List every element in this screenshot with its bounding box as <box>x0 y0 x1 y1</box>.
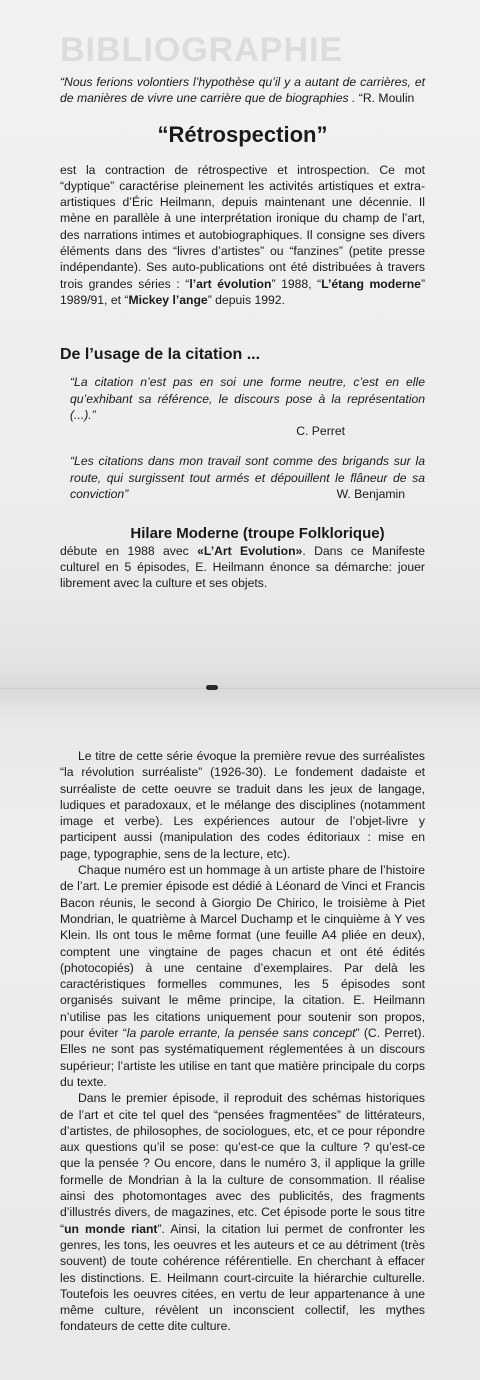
series-art-evolution-title: «L’Art Evolution» <box>197 543 303 558</box>
retrospection-paragraph <box>60 162 425 309</box>
retro-text-1: est la contraction de rétrospective et introspection. Ce mot “dyptique” caractérise pleinement les activités artistiques et extra-artistiques d’Éric Heilmann, depuis maintenant une décennie. Il mène en parallèle à une interprétation ironique du champ de l’art, des narrations intimes et autobiographiques. Il consigne ses divers éléments dans des “livres d’artistes” ou “fanzines” (petite presse indépendante). Ses auto-publications ont été distribuées à travers trois grandes séries : “ <box>60 162 425 291</box>
fold-line <box>0 688 480 689</box>
first-episode-text-2: ”. Ainsi, la citation lui permet de confronter les genres, les tons, les oeuvres et les auteurs et ce au détriment (très souvent) de toute cohérence référentielle. En cherchant à effacer les distinctions. E. Heilmann court-circuite la hiérarchie culturelle. Toutefois les oeuvres citées, en vertu de leur appartenance à une même culture, révèlent un inconscient collectif, les mythes fondateurs de cette dite culture. <box>60 1221 425 1334</box>
citation-perret-author: C. Perret <box>296 424 345 439</box>
citation-benjamin-text: “Les citations dans mon travail sont comme des brigands sur la route, qui surgissent tout armés et dépouillent le flâneur de sa conviction” <box>70 454 425 502</box>
first-episode-text-1: Dans le premier épisode, il reproduit des schémas historiques de l’art et cite tel quel des “pensées fragmentées” de littérateurs, d’artistes, de philosophes, de sociologues, etc, et ce pour répondre aux questions qu’il se pose: qu’est-ce que la culture ? qu’est-ce que la pensée ? Ou encore, dans le numéro 3, il applique la grille formelle de Mondrian à la la culture de consommation. Il réalise ainsi des photomontages avec des publicités, des fragments d’illustrés divers, de magazines, etc. Cet épisode porte le sous titre “ <box>60 1091 425 1236</box>
retro-text-4: ” depuis 1992. <box>207 292 285 307</box>
intro-quote <box>60 74 425 107</box>
episodes-text-1: Chaque numéro est un hommage à un artiste phare de l’histoire de l’art. Le premier épisode est dédié à Léonard de Vinci et Francis Bacon réunis, le second à Giorgio De Chirico, le troisième à Piet Mondrian, le quatrième à Marcel Duchamp et le cinquième à Y ves Klein. Ils ont tous le même format (une feuille A4 pliée en deux), comptent une vingtaine de pages chacun et ont été édités (photocopiés) à une centaine d’exemplaires. Par delà les caractéristiques formelles communes, les 5 épisodes sont organisés suivant le même principe, la citation. E. Heilmann n’utilise pas les citations uniquement pour soutenir son propos, pour éviter “ <box>60 863 425 1041</box>
upper-section <box>60 64 425 592</box>
citation-heading: De l’usage de la citation ... <box>60 346 261 364</box>
troupe-paragraph <box>60 543 425 592</box>
retrospection-title: “Rétrospection” <box>157 121 328 147</box>
troupe-text-2: . Dans ce Manifeste culturel en 5 épisodes, E. Heilmann énonce sa démarche: jouer librement avec la culture et ses objets. <box>60 543 425 591</box>
monde-riant-subtitle: un monde riant <box>64 1221 158 1236</box>
staple-hole <box>206 685 218 690</box>
troupe-text-1: débute en 1988 avec <box>60 543 198 558</box>
episodes-quote: la parole errante, la pensée sans concept <box>126 1026 356 1041</box>
paragraph-surrealism: Le titre de cette série évoque la première revue des surréalistes “la révolution surréaliste” (1926-30). Le fondement dadaiste et surréaliste de cette oeuvre se traduit dans les jeux de langage, ludiques et paradoxaux, et le mélange des disciplines (notamment image et verbe). Les expériences autour de l’objet-livre y participent aussi (manipulation des codes éditoriaux : mise en page, typographie, sens de la lecture, etc). <box>60 749 425 861</box>
series-art-evolution: l’art évolution <box>189 276 272 291</box>
retro-text-2: ” 1988, “ <box>271 276 322 291</box>
series-mickey-ange: Mickey l’ange <box>128 292 208 307</box>
paragraph-episodes <box>60 862 425 1090</box>
citation-perret-text: “La citation n’est pas en soi une forme neutre, c’est en elle qu’exhibant sa référence, le discours pose à la représentation (...).” <box>70 375 425 422</box>
lower-section <box>60 748 425 1335</box>
intro-quote-author: “R. Moulin <box>358 91 415 106</box>
episodes-text-2: ” (C. Perret). Elles ne sont pas systématiquement réglementées à un discours supérieur; l’artiste les utilise en tant que matière principale du corps du texte. <box>60 1026 425 1089</box>
troupe-heading: Hilare Moderne (troupe Folklorique) <box>130 524 385 542</box>
paragraph-first-episode <box>60 1090 425 1334</box>
citation-benjamin-author: W. Benjamin <box>336 487 405 502</box>
bleed-through-heading: BIBLIOGRAPHIE <box>60 31 344 69</box>
retro-text-3: ” 1989/91, et “ <box>60 276 426 307</box>
series-etang-moderne: L’étang moderne <box>321 276 421 291</box>
intro-quote-text: “Nous ferions volontiers l’hypothèse qu’il y a autant de carrières, et de manières de vivre une carrière que de biographies . <box>60 75 425 106</box>
